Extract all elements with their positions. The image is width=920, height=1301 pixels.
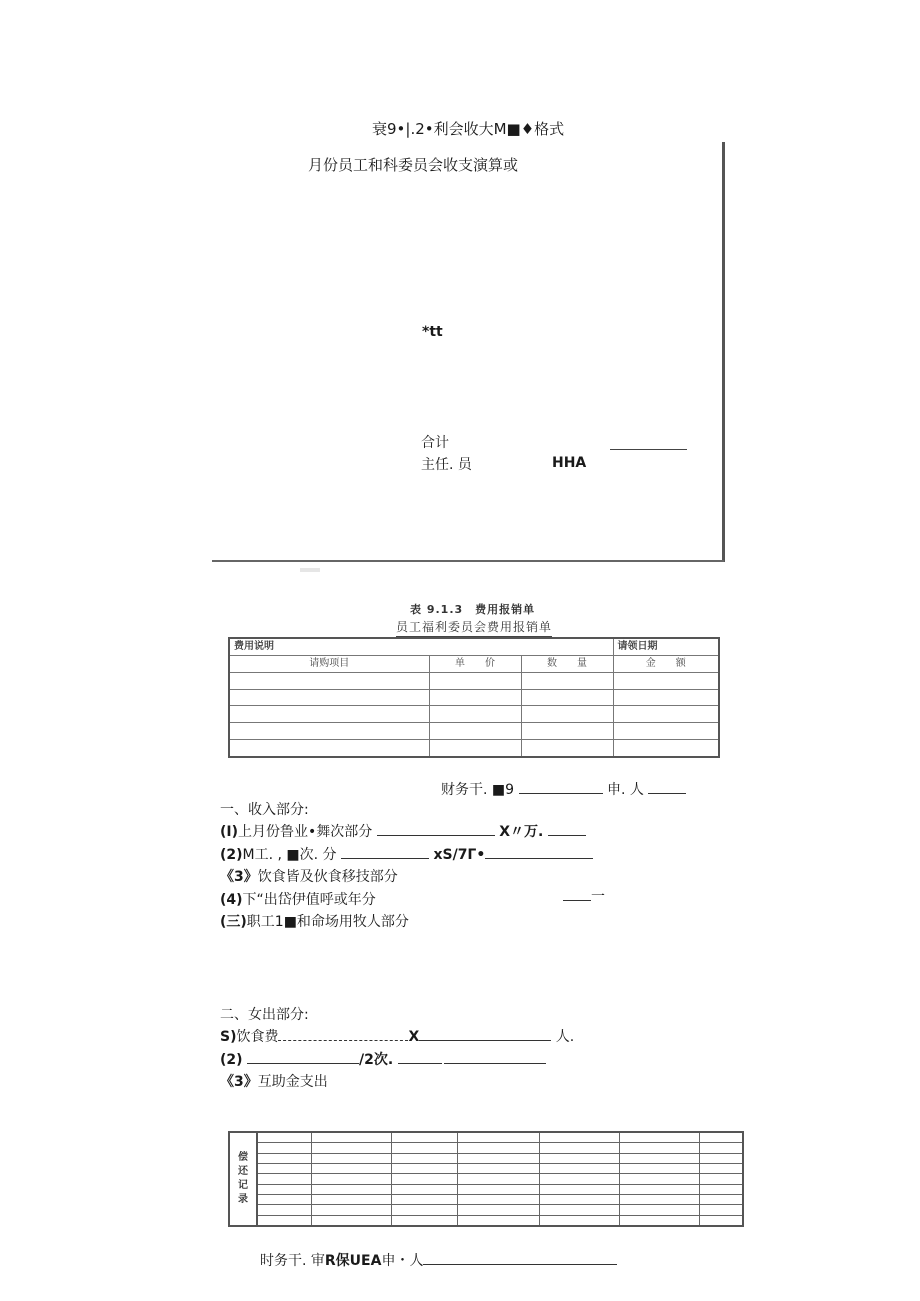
frame-bottom-border (212, 560, 724, 562)
table-cell[interactable] (521, 689, 613, 706)
income-line-3 (220, 866, 398, 886)
signature-line-1 (441, 779, 686, 799)
table-cell[interactable] (311, 1194, 391, 1204)
table-cell[interactable] (257, 1194, 311, 1204)
table-cell[interactable] (613, 706, 719, 723)
table-cell[interactable] (257, 1164, 311, 1174)
table-cell[interactable] (539, 1205, 619, 1215)
table-cell[interactable] (539, 1143, 619, 1153)
committee-label: 主任. 员 (421, 457, 472, 473)
applicant-label: 申・人 (381, 1253, 424, 1269)
blank-field[interactable] (377, 821, 495, 836)
table-cell[interactable] (229, 723, 429, 740)
total-label: 合计 (421, 435, 449, 451)
table-cell[interactable] (311, 1184, 391, 1194)
header-unit-price: 单 价 (429, 655, 521, 672)
expense-desc-cell: 费用说明 (229, 638, 613, 655)
finance-blank[interactable] (519, 779, 603, 794)
header-item: 请购项目 (229, 655, 429, 672)
table-cell[interactable] (311, 1174, 391, 1184)
income-line-2 (220, 844, 593, 864)
table-row (229, 723, 719, 740)
blank-field[interactable] (278, 1026, 408, 1041)
table-row (229, 1164, 743, 1174)
label-char: 还 (238, 1166, 248, 1177)
line-number: (4) (220, 892, 243, 908)
table-row (229, 740, 719, 757)
table-cell[interactable] (539, 1164, 619, 1174)
table-cell[interactable] (257, 1153, 311, 1163)
expense-line-3 (220, 1071, 328, 1091)
table-cell[interactable] (257, 1174, 311, 1184)
line-number: (三) (220, 914, 247, 930)
income-line-5 (220, 911, 409, 931)
committee-value: HHA (552, 455, 587, 471)
table-cell[interactable] (539, 1132, 619, 1143)
table-cell[interactable] (539, 1184, 619, 1194)
table-row (229, 1215, 743, 1226)
table-cell[interactable] (699, 1174, 743, 1184)
applicant-label: 申. 人 (606, 782, 644, 798)
expense-form-title: 员工福利委员会费用报销单 (396, 618, 552, 637)
table-cell[interactable] (613, 723, 719, 740)
table-cell[interactable] (311, 1132, 391, 1143)
income-line-1 (220, 821, 586, 841)
expense-heading: 二、女出部分: (220, 1007, 309, 1023)
table-row (229, 638, 719, 655)
frame-right-border (722, 142, 725, 562)
line-mid-text: /2次. (359, 1052, 394, 1068)
income-heading: 一、收入部分: (220, 802, 309, 818)
table-cell[interactable] (457, 1215, 539, 1226)
table-cell[interactable] (521, 672, 613, 689)
table-cell[interactable] (311, 1215, 391, 1226)
applicant-blank[interactable] (648, 779, 686, 794)
table-cell[interactable] (699, 1143, 743, 1153)
blank-field[interactable] (341, 844, 429, 859)
table-row (229, 1132, 743, 1143)
table-cell[interactable] (521, 723, 613, 740)
table-cell[interactable] (311, 1153, 391, 1163)
table-row (229, 1184, 743, 1194)
income-line-4 (220, 889, 376, 909)
report-title: 月份员工和科委员会收支演算或 (308, 156, 519, 174)
label-char: 录 (238, 1194, 248, 1205)
table-cell[interactable] (699, 1205, 743, 1215)
blank-field[interactable] (247, 1049, 359, 1064)
table-cell[interactable] (619, 1194, 699, 1204)
table-cell[interactable] (457, 1132, 539, 1143)
table-row (229, 1143, 743, 1153)
signature-line-2 (260, 1250, 617, 1270)
total-value-line (610, 449, 687, 450)
table-cell[interactable] (457, 1205, 539, 1215)
table-cell[interactable] (391, 1132, 457, 1143)
expense-table-title: 表 9.1.3 费用报销单 (410, 603, 536, 616)
line-number: 《3》 (220, 1074, 258, 1090)
form-mark: *tt (422, 324, 443, 340)
line-number: (I) (220, 824, 239, 840)
repayment-record-table (228, 1131, 744, 1227)
table-cell[interactable] (257, 1143, 311, 1153)
table-title: 衰9•|.2•利会收大M■♦格式 (372, 120, 565, 138)
table-cell[interactable] (457, 1143, 539, 1153)
line-text: M工. , ■次. 分 (242, 847, 337, 863)
table-cell[interactable] (391, 1205, 457, 1215)
table-row (229, 689, 719, 706)
line-mid-text: xS/7Γ• (433, 847, 486, 863)
table-cell[interactable] (521, 706, 613, 723)
table-row (229, 1174, 743, 1184)
header-amount: 金 额 (613, 655, 719, 672)
line-number: 《3》 (220, 869, 258, 885)
blank-field[interactable] (563, 886, 591, 901)
income-line-4-tail (563, 886, 605, 906)
blank-field[interactable] (398, 1049, 442, 1064)
table-row (229, 706, 719, 723)
line-text: 职工1■和命场用牧人部分 (246, 914, 409, 930)
table-cell[interactable] (457, 1164, 539, 1174)
table-header-row (229, 655, 719, 672)
table-cell[interactable] (257, 1205, 311, 1215)
label-char: 偿 (238, 1152, 248, 1163)
label-char: 记 (238, 1180, 248, 1191)
table-cell[interactable] (619, 1174, 699, 1184)
table-cell[interactable] (699, 1153, 743, 1163)
finance-label: 财务干. ■9 (441, 782, 515, 798)
blank-field[interactable] (419, 1026, 551, 1041)
expense-line-2 (220, 1049, 546, 1069)
table-cell[interactable] (613, 672, 719, 689)
table-cell[interactable] (311, 1164, 391, 1174)
table-cell[interactable] (429, 672, 521, 689)
table-row (229, 672, 719, 689)
header-quantity: 数 量 (521, 655, 613, 672)
expense-line-1 (220, 1026, 574, 1046)
table-cell[interactable] (539, 1215, 619, 1226)
line-mid-text: X〃万. (499, 824, 544, 840)
blank-field[interactable] (548, 821, 586, 836)
table-cell[interactable] (311, 1205, 391, 1215)
table-cell[interactable] (429, 740, 521, 757)
table-cell[interactable] (391, 1194, 457, 1204)
line-number: (2) (220, 1052, 243, 1068)
table-cell[interactable] (457, 1184, 539, 1194)
table-cell[interactable] (457, 1153, 539, 1163)
table-cell[interactable] (391, 1164, 457, 1174)
line-tail-text: 一 (591, 889, 605, 905)
table-row (229, 1205, 743, 1215)
table-cell[interactable] (429, 723, 521, 740)
table-cell[interactable] (619, 1205, 699, 1215)
line-text: 饮食皆及伙食移技部分 (257, 869, 398, 885)
table-cell[interactable] (539, 1174, 619, 1184)
line-tail-text: 人. (555, 1029, 575, 1045)
table-cell[interactable] (619, 1184, 699, 1194)
scan-mark (300, 568, 320, 572)
expense-table (228, 637, 720, 758)
applicant-blank[interactable] (423, 1250, 617, 1265)
table-cell[interactable] (391, 1215, 457, 1226)
table-row (229, 1194, 743, 1204)
custodian-label: R保UEA (324, 1253, 382, 1269)
line-number: S) (220, 1029, 237, 1045)
table-cell[interactable] (229, 740, 429, 757)
table-cell[interactable] (391, 1174, 457, 1184)
request-date-cell: 请领日期 (613, 638, 719, 655)
table-cell[interactable] (391, 1153, 457, 1163)
repayment-record-label (229, 1132, 257, 1226)
table-cell[interactable] (539, 1194, 619, 1204)
line-number: (2) (220, 847, 243, 863)
table-cell[interactable] (699, 1164, 743, 1174)
line-text: 饮食费 (236, 1029, 279, 1045)
line-text: 互助金支出 (257, 1074, 328, 1090)
line-text: 下“出岱伊值呼或年分 (242, 892, 376, 908)
table-cell[interactable] (457, 1194, 539, 1204)
table-cell[interactable] (311, 1143, 391, 1153)
table-cell[interactable] (699, 1215, 743, 1226)
table-cell[interactable] (257, 1184, 311, 1194)
table-cell[interactable] (229, 672, 429, 689)
table-cell[interactable] (429, 689, 521, 706)
table-cell[interactable] (521, 740, 613, 757)
table-cell[interactable] (619, 1164, 699, 1174)
table-cell[interactable] (429, 706, 521, 723)
table-cell[interactable] (699, 1184, 743, 1194)
table-cell[interactable] (229, 689, 429, 706)
line-mid-text: X (408, 1029, 420, 1045)
table-cell[interactable] (619, 1132, 699, 1143)
table-cell[interactable] (257, 1132, 311, 1143)
finance-review-label: 时务干. 审 (260, 1253, 325, 1269)
line-text: 上月份鲁业•舞次部分 (238, 824, 373, 840)
table-cell[interactable] (539, 1153, 619, 1163)
table-cell[interactable] (619, 1143, 699, 1153)
table-cell[interactable] (699, 1132, 743, 1143)
table-cell[interactable] (619, 1153, 699, 1163)
table-cell[interactable] (457, 1174, 539, 1184)
table-row (229, 1153, 743, 1163)
blank-field[interactable] (485, 844, 593, 859)
table-cell[interactable] (229, 706, 429, 723)
table-cell[interactable] (699, 1194, 743, 1204)
blank-field[interactable] (444, 1049, 546, 1064)
table-cell[interactable] (391, 1184, 457, 1194)
table-cell[interactable] (257, 1215, 311, 1226)
table-cell[interactable] (391, 1143, 457, 1153)
table-cell[interactable] (613, 740, 719, 757)
table-cell[interactable] (613, 689, 719, 706)
table-cell[interactable] (619, 1215, 699, 1226)
